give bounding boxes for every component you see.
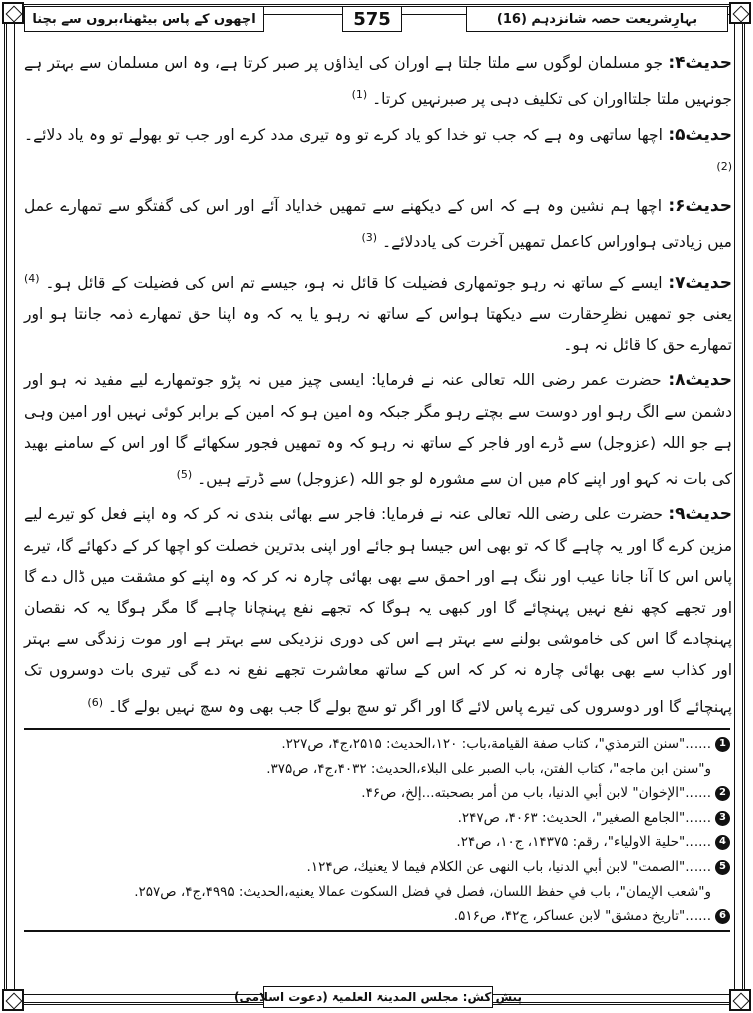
footnote-number: 4: [715, 835, 730, 850]
footnote-text: ......"الجامع الصغير"، الحديث: ۴۰۶۳، ص۲۴۷.: [457, 809, 711, 826]
footnote-number: 5: [715, 860, 730, 875]
page-header: [0, 2, 753, 36]
footnote-ref: (4): [24, 271, 40, 285]
hadith-9: [24, 499, 732, 723]
footnote-text: ......"سنن الترمذي"، كتاب صفة القيامة،باب: ۱۲۰،الحديث: ۲۵۱۵،ج۴، ص۲۲۷.: [281, 736, 711, 752]
publisher-footer: پیش کش: مجلس المدینۃ العلمیۃ (دعوت اسلامی): [263, 986, 493, 1008]
footnote-item: [24, 880, 730, 905]
hadith-label: حدیث۴:: [668, 53, 732, 73]
footnote-item: [24, 830, 730, 855]
footer-divider: [24, 930, 730, 932]
hadith-text: جو مسلمان لوگوں سے ملتا جلتا ہے اوران کی ایذاؤں پر صبر کرتا ہے، وہ اس مسلمان سے بہتر ہے جونہیں ملتا جلتااوران کی تکلیف دہی پر صبرنہیں کرتا۔: [24, 54, 732, 109]
footnote-item: [24, 855, 730, 880]
footnote-text: و"شعب الإيمان"، باب في حفظ اللسان، فصل في فضل السكوت عمالا يعنيه،الحديث: ۴۹۹۵،ج۴، ص۲۵۷.: [134, 883, 711, 900]
hadith-text: ایسے کے ساتھ نہ رہو جوتمھاری فضیلت کا قائل نہ ہو، جیسے تم اس کی فضیلت کے قائل ہو۔: [45, 273, 663, 292]
footnote-text: ......"تاريخ دمشق" لابن عساكر، ج۴۲، ص۵۱۶.: [453, 908, 711, 925]
footnote-text: ......"حلية الاولياء"، رقم: ۱۴۳۷۵، ج۱۰، ص۲۴.: [456, 834, 711, 851]
hadith-text: اچھا ساتھی وہ ہے کہ جب تو خدا کو یاد کرے تو وہ تیری مدد کرے اور جب تو بھولے تو وہ یاد دلائے۔: [24, 125, 663, 144]
hadith-label: حدیث۸:: [668, 370, 732, 391]
footnote-text: ......"الصمت" لابن أبي الدنيا، باب النهى عن الكلام فيما لا يعنيك، ص۱۲۴.: [306, 858, 711, 875]
corner-ornament-bottom-left: [2, 989, 24, 1011]
hadith-8: [24, 365, 732, 495]
page-number: 575: [342, 6, 402, 32]
hadith-text: حضرت علی رضی اللہ تعالی عنہ نے فرمایا: فاجر سے بھائی بندی نہ کر کہ وہ اپنے فعل کو تیرے لیے مزین کرے گا اور یہ چاہے گا کہ تو بھی اس جیسا ہو جائے اور اپنی بدترین خصلت کو اچھا کر کے دکھائے گا، تیرے پاس اس کا آنا جانا عیب اور ننگ ہے اور احمق سے بھی بھائی چارہ نہ کر کہ وہ اپنے کو مشقت میں ڈال دے گا اور تجھے کچھ نفع نہیں پہنچائے گا اور کبھی یہ ہوگا کہ تجھے نفع پہنچانا چاہے گا مگر ہوگا یہ کہ نقصان پہنچادے گا اس کی خاموشی بولنے سے بہتر ہے اس کی دوری نزدیکی سے بہتر ہے اور موت زندگی سے بہتر اور کذاب سے بھی بھائی چارہ نہ کر کہ اس کے ساتھ معاشرت تجھے نفع نہ دے گی تیری بات دوسروں تک پہنچائے گا اور دوسروں کی تیرے پاس لائے گا اور اگر تو سچ بولے گا جب بھی وہ سچ نہیں بولے گا۔: [24, 505, 732, 716]
footnotes: [24, 732, 730, 929]
footnote-text: ......"الإخوان" لابن أبي الدنيا، باب من أمر بصحبته...إلخ، ص۴۶.: [361, 785, 711, 802]
hadith-label: حدیث۹:: [668, 504, 732, 525]
footnote-number: 2: [715, 786, 730, 801]
hadith-7: [24, 263, 732, 362]
header-book-title: بہارِشریعت حصہ شانزدہم (16): [466, 6, 728, 32]
footnote-ref: (5): [176, 468, 193, 482]
footnote-number: 3: [715, 811, 730, 826]
footnote-number: 6: [715, 909, 730, 924]
header-topic: اچھوں کے پاس بیٹھنا،بروں سے بچنا: [24, 6, 264, 32]
footnote-number: 1: [715, 737, 730, 752]
footnote-text: و"سنن ابن ماجه"، كتاب الفتن، باب الصبر على البلاء،الحديث: ۴۰۳۲،ج۴، ص۳۷۵.: [266, 760, 711, 777]
hadith-6: [24, 191, 732, 259]
footnote-item: [24, 732, 730, 757]
footnote-item: [24, 757, 730, 782]
footnote-item: [24, 781, 730, 806]
hadith-text: اچھا ہم نشین وہ ہے کہ اس کے دیکھنے سے تمھیں خدایاد آئے اور اس کی گفتگو سے تمھارے عمل میں زیادتی ہواوراس کاعمل تمھیں آخرت کی یاددلائے۔: [24, 197, 732, 252]
hadith-explanation: یعنی جو تمھیں نظرِحقارت سے دیکھتا ہواس کے ساتھ نہ رہو یا یہ کہ وہ اپنا حق تمھارے ذمہ جانتا ہو اور تمھارے حق کا قائل نہ ہو۔: [24, 305, 732, 355]
hadith-4: [24, 48, 732, 116]
footnote-ref: (1): [351, 88, 368, 102]
footnote-item: [24, 904, 730, 929]
footnote-ref: (6): [87, 695, 104, 709]
hadith-text: حضرت عمر رضی اللہ تعالی عنہ نے فرمایا: ایسی چیز میں نہ پڑو جوتمھارے لیے مفید نہ ہو اور دشمن سے الگ رہو اور دوست سے بچتے رہو مگر جبکہ وہ امین ہو کہ امین کے برابر کوئی نہیں اور امین وہی ہے جو اللہ (عزوجل) سے ڈرے اور فاجر کے ساتھ نہ رہو کہ وہ تمھیں فجور سکھائے گا اور اس کے سامنے بھید کی بات نہ کہو اور اپنے کام میں ان سے مشورہ لو جو اللہ (عزوجل) سے ڈرتے ہیں۔: [24, 371, 733, 489]
footnote-ref: (2): [716, 159, 732, 173]
footnote-ref: (3): [361, 231, 378, 245]
hadith-label: حدیث۷:: [668, 272, 732, 293]
hadith-5: [24, 120, 732, 188]
main-text: [24, 48, 732, 720]
hadith-label: حدیث۵:: [668, 124, 732, 145]
footnote-item: [24, 806, 730, 831]
footnote-divider: [24, 728, 730, 730]
hadith-label: حدیث۶:: [668, 196, 732, 217]
corner-ornament-bottom-right: [729, 989, 751, 1011]
